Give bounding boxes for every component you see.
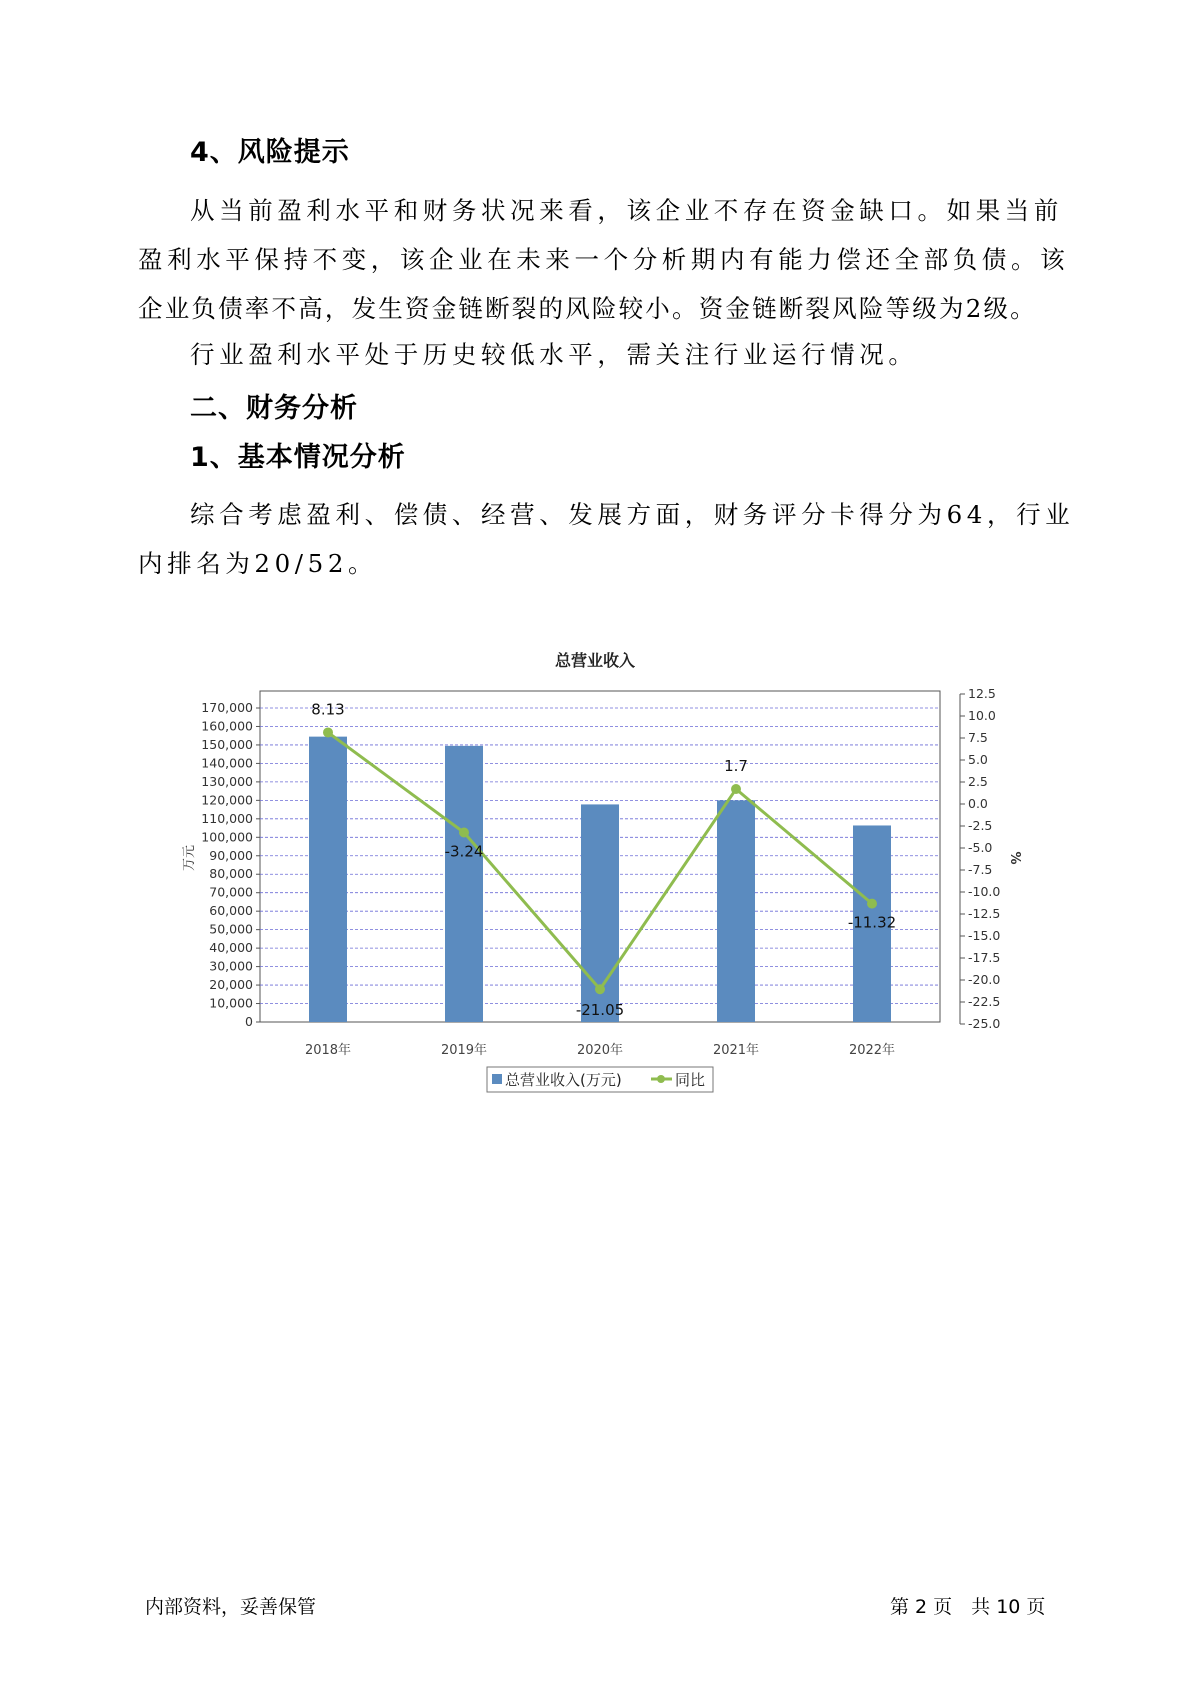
risk-line-2: 盈利水平保持不变，该企业在未来一个分析期内有能力偿还全部负债。该: [138, 245, 1070, 274]
risk-line-1: 从当前盈利水平和财务状况来看，该企业不存在资金缺口。如果当前: [190, 196, 1063, 225]
yoy-point: [731, 784, 741, 794]
left-tick-label: 110,000: [201, 810, 253, 826]
right-tick-label: -22.5: [968, 994, 1001, 1009]
left-axis-ticks: [201, 700, 260, 1029]
right-tick-label: -10.0: [968, 884, 1001, 899]
yoy-point: [459, 828, 469, 838]
legend-bar-swatch: [492, 1074, 502, 1084]
right-tick-label: -2.5: [968, 818, 993, 833]
x-tick-label: 2018年: [304, 1043, 352, 1058]
left-tick-label: 160,000: [201, 718, 253, 734]
yoy-point: [595, 984, 605, 994]
right-tick-label: -25.0: [968, 1016, 1001, 1031]
revenue-bar: [309, 737, 347, 1022]
right-tick-label: 0.0: [968, 796, 988, 811]
right-tick-label: -15.0: [968, 928, 1001, 943]
left-tick-label: 150,000: [201, 736, 253, 752]
right-tick-label: -17.5: [968, 950, 1001, 965]
right-tick-label: 5.0: [968, 752, 988, 767]
footer-page-number: 第 2 页 共 10 页: [890, 1596, 1046, 1618]
chart-title: 总营业收入: [554, 651, 636, 670]
left-tick-label: 130,000: [201, 773, 253, 789]
right-tick-label: 7.5: [968, 730, 988, 745]
left-tick-label: 20,000: [209, 977, 253, 993]
basic-analysis-heading: 1、基本情况分析: [190, 442, 406, 473]
right-axis-ticks: [960, 686, 1000, 1031]
legend-line-label: 同比: [675, 1071, 706, 1089]
left-tick-label: 80,000: [209, 866, 253, 882]
right-tick-label: -5.0: [968, 840, 993, 855]
x-tick-label: 2019年: [440, 1043, 488, 1058]
x-tick-label: 2020年: [576, 1043, 624, 1058]
section-4-heading: 4、风险提示: [190, 137, 350, 168]
risk-line-3: 企业负债率不高，发生资金链断裂的风险较小。资金链断裂风险等级为2级。: [138, 294, 1037, 323]
yoy-data-label: -3.24: [444, 842, 484, 861]
left-tick-label: 100,000: [201, 829, 253, 845]
left-tick-label: 60,000: [209, 903, 253, 919]
left-tick-label: 90,000: [209, 847, 253, 863]
x-tick-label: 2022年: [848, 1043, 896, 1058]
legend-line-marker: [657, 1075, 665, 1083]
yoy-data-label: 1.7: [724, 757, 748, 776]
score-line-1: 综合考虑盈利、偿债、经营、发展方面，财务评分卡得分为64，行业: [190, 500, 1075, 529]
y2-axis-label: %: [1007, 851, 1022, 865]
right-tick-label: -20.0: [968, 972, 1001, 987]
right-tick-label: 10.0: [968, 708, 996, 723]
y-axis-label: 万元: [182, 844, 197, 872]
yoy-data-label: -21.05: [575, 1001, 625, 1020]
x-tick-label: 2021年: [712, 1043, 760, 1058]
legend-bar-label: 总营业收入(万元): [505, 1071, 622, 1089]
right-tick-label: 12.5: [968, 686, 996, 701]
right-tick-label: 2.5: [968, 774, 988, 789]
left-tick-label: 50,000: [209, 921, 253, 937]
left-tick-label: 140,000: [201, 755, 253, 771]
revenue-bar: [717, 800, 755, 1022]
left-tick-label: 120,000: [201, 792, 253, 808]
x-axis-labels: [305, 1042, 895, 1058]
left-tick-label: 30,000: [209, 958, 253, 974]
right-tick-label: -7.5: [968, 862, 993, 877]
left-tick-label: 0: [245, 1014, 253, 1029]
left-tick-label: 170,000: [201, 700, 253, 715]
left-tick-label: 40,000: [209, 940, 253, 956]
yoy-point: [323, 727, 333, 737]
finance-analysis-heading: 二、财务分析: [190, 393, 358, 424]
score-line-2: 内排名为20/52。: [138, 549, 378, 578]
revenue-bar: [445, 746, 483, 1022]
left-tick-label: 70,000: [209, 884, 253, 900]
yoy-data-label: 8.13: [311, 700, 345, 719]
industry-paragraph: 行业盈利水平处于历史较低水平，需关注行业运行情况。: [190, 340, 918, 369]
footer-confidential: 内部资料，妥善保管: [145, 1596, 317, 1618]
yoy-data-label: -11.32: [847, 913, 897, 932]
yoy-point: [867, 899, 877, 909]
right-tick-label: -12.5: [968, 906, 1001, 921]
legend: [487, 1067, 713, 1092]
left-tick-label: 10,000: [209, 995, 253, 1011]
